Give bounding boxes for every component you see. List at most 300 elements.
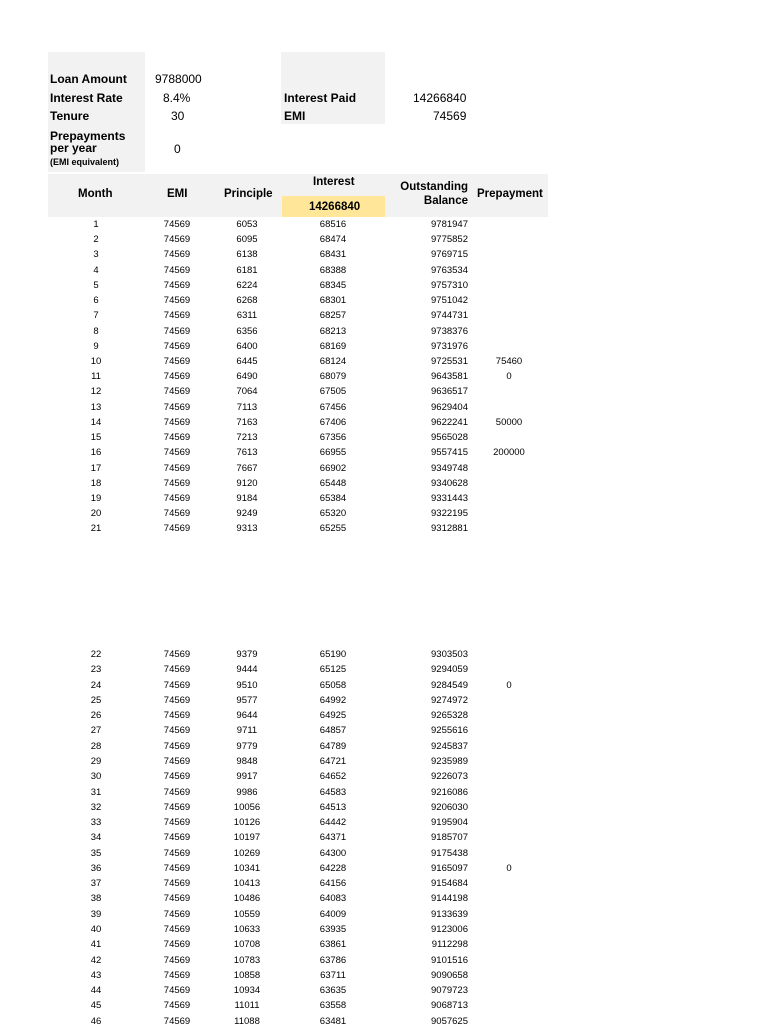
principle-cell: 10269 [233,847,261,859]
emi-cell: 74569 [163,786,191,798]
emi-cell: 74569 [163,664,191,676]
table-row [0,830,768,845]
outstanding-balance-cell: 9322195 [431,508,468,520]
table-row [0,415,768,430]
emi-cell: 74569 [163,969,191,981]
outstanding-balance-cell: 9751042 [431,295,468,307]
month-cell: 22 [90,649,102,660]
outstanding-balance-cell: 9349748 [431,462,468,474]
month-cell: 38 [90,893,102,905]
outstanding-balance-cell: 9216086 [431,786,468,798]
principle-cell: 7613 [236,447,258,459]
principle-cell: 10413 [233,878,261,890]
interest-cell: 63935 [319,924,347,936]
interest-cell: 68301 [319,295,347,307]
month-cell: 16 [90,447,102,459]
principle-cell: 6445 [236,355,258,367]
outstanding-balance-cell: 9154684 [431,878,468,890]
interest-cell: 63861 [319,939,347,951]
outstanding-balance-cell: 9112298 [431,939,468,951]
outstanding-balance-cell: 9265328 [431,710,468,722]
month-cell: 9 [93,340,99,352]
emi-cell: 74569 [163,908,191,920]
table-row [0,293,768,308]
outstanding-balance-cell: 9738376 [431,325,468,337]
table-row [0,521,768,536]
interest-cell: 65125 [319,664,347,676]
month-cell: 7 [93,310,99,322]
table-row [0,308,768,323]
outstanding-balance-cell: 9565028 [431,432,468,444]
emi-cell: 74569 [163,523,191,535]
principle-cell: 9577 [236,694,258,706]
outstanding-balance-cell: 9133639 [431,908,468,920]
principle-cell: 9644 [236,710,258,722]
tenure-value: 30 [171,109,185,123]
interest-cell: 65255 [319,523,347,535]
principle-cell: 9779 [236,740,258,752]
prepayments-value: 0 [174,142,181,156]
prepayment-cell: 50000 [495,416,523,428]
month-cell: 17 [90,462,102,474]
table-row [0,693,768,708]
month-cell: 36 [90,862,102,874]
principle-cell: 10858 [233,969,261,981]
outstanding-balance-cell: 9123006 [431,924,468,936]
outstanding-header-line2: Balance [423,195,468,207]
emi-cell: 74569 [163,801,191,813]
month-cell: 25 [90,694,102,706]
table-row [0,445,768,460]
interest-rate-value: 8.4% [163,91,191,105]
outstanding-balance-cell: 9622241 [431,416,468,428]
table-row [0,861,768,876]
table-row [0,708,768,723]
principle-cell: 9510 [236,679,258,691]
interest-cell: 64156 [319,878,347,890]
table-row [0,739,768,754]
month-cell: 3 [93,249,99,261]
month-cell: 19 [90,492,102,504]
table-row [0,922,768,937]
interest-cell: 68079 [319,371,347,383]
outstanding-balance-cell: 9781947 [431,219,468,230]
emi-cell: 74569 [163,985,191,997]
emi-cell: 74569 [163,295,191,307]
outstanding-balance-cell: 9731976 [431,340,468,352]
emi-cell: 74569 [163,954,191,966]
month-cell: 24 [90,679,102,691]
table-row [0,907,768,922]
emi-cell: 74569 [163,447,191,459]
prepayment-cell: 75460 [495,355,523,367]
outstanding-balance-cell: 9284549 [431,679,468,691]
emi-cell: 74569 [163,893,191,905]
principle-cell: 9120 [236,477,258,489]
outstanding-balance-cell: 9312881 [431,523,468,535]
interest-cell: 64857 [319,725,347,737]
table-row [0,647,768,662]
table-row [0,476,768,491]
emi-cell: 74569 [163,939,191,951]
interest-cell: 63786 [319,954,347,966]
emi-cell: 74569 [163,1000,191,1012]
principle-cell: 7113 [236,401,258,413]
month-cell: 6 [93,295,99,307]
emi-cell: 74569 [163,694,191,706]
table-row [0,662,768,677]
emi-cell: 74569 [163,219,191,230]
emi-cell: 74569 [163,847,191,859]
principle-cell: 9249 [236,508,258,520]
month-cell: 2 [93,234,99,246]
principle-cell: 10559 [233,908,261,920]
interest-cell: 63558 [319,1000,347,1012]
interest-cell: 64300 [319,847,347,859]
outstanding-balance-cell: 9274972 [431,694,468,706]
outstanding-balance-cell: 9195904 [431,817,468,829]
principle-cell: 10783 [233,954,261,966]
table-row [0,937,768,952]
principle-cell: 10197 [233,832,261,844]
outstanding-balance-cell: 9235989 [431,755,468,767]
interest-total-value: 14266840 [309,201,361,213]
principle-cell: 11011 [234,1000,260,1012]
interest-cell: 67356 [319,432,347,444]
month-cell: 14 [90,416,102,428]
month-header: Month [78,188,113,200]
principle-cell: 6356 [236,325,258,337]
month-cell: 33 [90,817,102,829]
emi-cell: 74569 [163,462,191,474]
emi-cell: 74569 [163,432,191,444]
outstanding-balance-cell: 9090658 [431,969,468,981]
month-cell: 12 [90,386,102,398]
principle-cell: 6138 [236,249,258,261]
principle-cell: 7213 [236,432,258,444]
month-cell: 46 [90,1015,102,1027]
interest-cell: 64925 [319,710,347,722]
table-row [0,678,768,693]
month-cell: 30 [90,771,102,783]
emi-cell: 74569 [163,862,191,874]
interest-cell: 68345 [319,279,347,291]
month-cell: 42 [90,954,102,966]
principle-cell: 9184 [236,492,258,504]
interest-cell: 64652 [319,771,347,783]
emi-cell: 74569 [163,679,191,691]
emi-cell: 74569 [163,1015,191,1027]
month-cell: 44 [90,985,102,997]
principle-cell: 10056 [233,801,261,813]
table-row [0,430,768,445]
interest-paid-value: 14266840 [413,91,467,105]
table-row [0,754,768,769]
loan-amount-label: Loan Amount [50,72,127,86]
emi-cell: 74569 [163,771,191,783]
outstanding-balance-cell: 9340628 [431,477,468,489]
emi-cell: 74569 [163,508,191,520]
outstanding-balance-cell: 9144198 [431,893,468,905]
outstanding-balance-cell: 9079723 [431,985,468,997]
month-cell: 13 [90,401,102,413]
interest-header: Interest [313,176,355,188]
table-row [0,723,768,738]
interest-cell: 64992 [319,694,347,706]
principle-cell: 6181 [236,264,258,276]
table-row [0,461,768,476]
outstanding-balance-cell: 9769715 [431,249,468,261]
principle-cell: 9711 [236,725,258,737]
principle-header: Principle [224,188,273,200]
emi-cell: 74569 [163,386,191,398]
month-cell: 18 [90,477,102,489]
month-cell: 20 [90,508,102,520]
emi-cell: 74569 [163,310,191,322]
outstanding-balance-cell: 9331443 [431,492,468,504]
prepayments-label-line1: Prepayments [50,129,126,143]
outstanding-balance-cell: 9245837 [431,740,468,752]
emi-cell: 74569 [163,755,191,767]
table-row [0,263,768,278]
prepayment-cell: 0 [506,862,512,874]
interest-cell: 67505 [319,386,347,398]
principle-cell: 10341 [233,862,261,874]
interest-rate-label: Interest Rate [50,91,123,105]
principle-cell: 9917 [236,771,258,783]
principle-cell: 9848 [236,755,258,767]
interest-cell: 67456 [319,401,347,413]
table-row [0,217,768,232]
table-row [0,369,768,384]
interest-cell: 64371 [319,832,347,844]
table-row [0,506,768,521]
principle-cell: 11088 [234,1015,260,1027]
outstanding-balance-cell: 9643581 [431,371,468,383]
loan-amount-value: 9788000 [155,72,202,86]
month-cell: 40 [90,924,102,936]
emi-cell: 74569 [163,416,191,428]
month-cell: 4 [93,264,99,276]
month-cell: 32 [90,801,102,813]
table-row [0,769,768,784]
month-cell: 45 [90,1000,102,1012]
emi-cell: 74569 [163,234,191,246]
table-row [0,846,768,861]
table-row [0,815,768,830]
outstanding-balance-cell: 9068713 [431,1000,468,1012]
month-cell: 41 [90,939,102,951]
principle-cell: 10708 [233,939,261,951]
principle-cell: 10126 [233,817,261,829]
interest-cell: 65190 [319,649,347,660]
interest-cell: 67406 [319,416,347,428]
outstanding-header-line1: Outstanding [400,181,468,193]
interest-cell: 63481 [319,1015,347,1027]
interest-paid-label: Interest Paid [284,91,357,105]
interest-cell: 68124 [319,355,347,367]
outstanding-balance-cell: 9725531 [431,355,468,367]
month-cell: 43 [90,969,102,981]
interest-cell: 63711 [320,969,346,981]
principle-cell: 7667 [236,462,258,474]
interest-cell: 64228 [319,862,347,874]
table-row [0,354,768,369]
outstanding-balance-cell: 9185707 [431,832,468,844]
emi-cell: 74569 [163,371,191,383]
outstanding-balance-cell: 9757310 [431,279,468,291]
outstanding-balance-cell: 9557415 [431,447,468,459]
emi-cell: 74569 [163,279,191,291]
emi-cell: 74569 [163,492,191,504]
month-cell: 39 [90,908,102,920]
emi-cell: 74569 [163,740,191,752]
table-row [0,1014,768,1029]
principle-cell: 6224 [236,279,258,291]
interest-cell: 66902 [319,462,347,474]
month-cell: 26 [90,710,102,722]
interest-cell: 64583 [319,786,347,798]
prepayments-sublabel: (EMI equivalent) [50,157,120,167]
table-row [0,384,768,399]
interest-cell: 64513 [319,801,347,813]
principle-cell: 6490 [236,371,258,383]
month-cell: 8 [93,325,99,337]
interest-cell: 68257 [319,310,347,322]
outstanding-balance-cell: 9303503 [431,649,468,660]
interest-cell: 65384 [319,492,347,504]
month-cell: 35 [90,847,102,859]
emi-cell: 74569 [163,924,191,936]
principle-cell: 9313 [236,523,258,535]
interest-cell: 68431 [319,249,347,261]
interest-cell: 65058 [319,679,347,691]
outstanding-balance-cell: 9255616 [431,725,468,737]
month-cell: 27 [90,725,102,737]
prepayment-cell: 0 [506,679,512,691]
principle-cell: 7064 [236,386,258,398]
table-row [0,998,768,1013]
emi-value: 74569 [433,109,467,123]
table-row [0,983,768,998]
prepayment-cell: 0 [506,371,512,383]
table-row [0,891,768,906]
principle-cell: 6095 [236,234,258,246]
table-row [0,339,768,354]
table-row [0,247,768,262]
month-cell: 34 [90,832,102,844]
prepayments-label-line2: per year [50,141,97,155]
outstanding-balance-cell: 9763534 [431,264,468,276]
emi-cell: 74569 [163,878,191,890]
principle-cell: 6268 [236,295,258,307]
interest-cell: 68516 [319,219,347,230]
table-row [0,278,768,293]
month-cell: 31 [90,786,102,798]
principle-cell: 10633 [233,924,261,936]
outstanding-balance-cell: 9744731 [431,310,468,322]
emi-cell: 74569 [163,725,191,737]
outstanding-balance-cell: 9629404 [431,401,468,413]
principle-cell: 10934 [233,985,261,997]
interest-cell: 68213 [319,325,347,337]
principle-cell: 6400 [236,340,258,352]
month-cell: 5 [93,279,99,291]
month-cell: 23 [90,664,102,676]
emi-cell: 74569 [163,264,191,276]
table-row [0,400,768,415]
emi-cell: 74569 [163,249,191,261]
month-cell: 21 [90,523,102,535]
month-cell: 10 [90,355,102,367]
emi-cell: 74569 [163,710,191,722]
interest-cell: 64789 [319,740,347,752]
table-row [0,953,768,968]
table-row [0,232,768,247]
month-cell: 1 [93,219,99,230]
outstanding-balance-cell: 9057625 [431,1015,468,1027]
interest-cell: 68474 [319,234,347,246]
tenure-label: Tenure [50,109,90,123]
table-row [0,876,768,891]
emi-header: EMI [167,188,188,200]
principle-cell: 10486 [233,893,261,905]
month-cell: 28 [90,740,102,752]
principle-cell: 9444 [236,664,258,676]
interest-cell: 64442 [319,817,347,829]
emi-cell: 74569 [163,401,191,413]
interest-cell: 68388 [319,264,347,276]
outstanding-balance-cell: 9101516 [431,954,468,966]
prepayment-cell: 200000 [493,447,525,459]
month-cell: 11 [91,371,101,383]
month-cell: 37 [90,878,102,890]
table-row [0,785,768,800]
emi-cell: 74569 [163,355,191,367]
emi-cell: 74569 [163,832,191,844]
emi-label: EMI [284,109,306,123]
emi-cell: 74569 [163,325,191,337]
emi-cell: 74569 [163,477,191,489]
month-cell: 15 [90,432,102,444]
table-row [0,324,768,339]
table-row [0,491,768,506]
principle-cell: 7163 [236,416,258,428]
principle-cell: 9379 [236,649,258,660]
principle-cell: 6053 [236,219,258,230]
outstanding-balance-cell: 9165097 [431,862,468,874]
interest-cell: 64083 [319,893,347,905]
interest-cell: 65448 [319,477,347,489]
principle-cell: 6311 [236,310,258,322]
outstanding-balance-cell: 9206030 [431,801,468,813]
interest-cell: 65320 [319,508,347,520]
emi-cell: 74569 [163,817,191,829]
outstanding-balance-cell: 9175438 [431,847,468,859]
emi-cell: 74569 [163,340,191,352]
interest-cell: 66955 [319,447,347,459]
outstanding-balance-cell: 9226073 [431,771,468,783]
table-row [0,800,768,815]
emi-cell: 74569 [163,649,191,660]
month-cell: 29 [90,755,102,767]
outstanding-balance-cell: 9294059 [431,664,468,676]
interest-cell: 64721 [319,755,347,767]
outstanding-balance-cell: 9636517 [431,386,468,398]
interest-cell: 68169 [319,340,347,352]
table-row [0,968,768,983]
interest-cell: 64009 [319,908,347,920]
